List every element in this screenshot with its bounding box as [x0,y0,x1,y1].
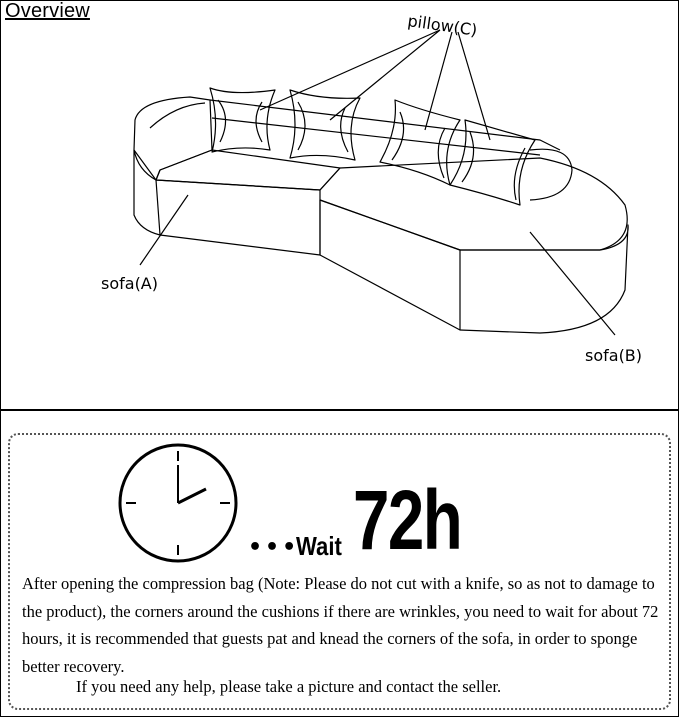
instructions-text: After opening the compression bag (Note: Please do not cut with a knife, so as not to damage to the product), the corners around the cushions if there are wrinkles, you need to wait for about 72 hours, it is recommended that guests pat and knead the corners of the sofa, in order to sponge better recovery. [22,574,659,676]
sofa-a-arm-inner [134,103,205,180]
pillow-2 [290,90,360,160]
pillow-3 [380,100,460,185]
sofa-a-arm [134,97,212,180]
pillow-4 [450,120,535,205]
contact-text: If you need any help, please take a picture and contact the seller. [76,677,502,696]
overview-title: Overview [5,0,90,22]
label-sofa-a: sofa(A) [101,274,158,293]
sofa-a-front [156,180,320,255]
label-pillow: pillow(C) [406,11,479,40]
sofa-b-curve [460,225,628,333]
ellipsis-dots: ••• [248,535,300,560]
clock-icon [116,441,240,565]
sofa-b-front [320,200,460,330]
sofa-b-arm [530,149,572,200]
pillow-1 [210,88,275,152]
wait-label: Wait [296,531,342,561]
wait-duration: 72h [353,473,462,567]
label-sofa-b: sofa(B) [585,346,643,365]
sofa-b-seat [320,158,627,250]
leader-sofa-b [530,232,615,335]
section-divider [0,409,679,411]
